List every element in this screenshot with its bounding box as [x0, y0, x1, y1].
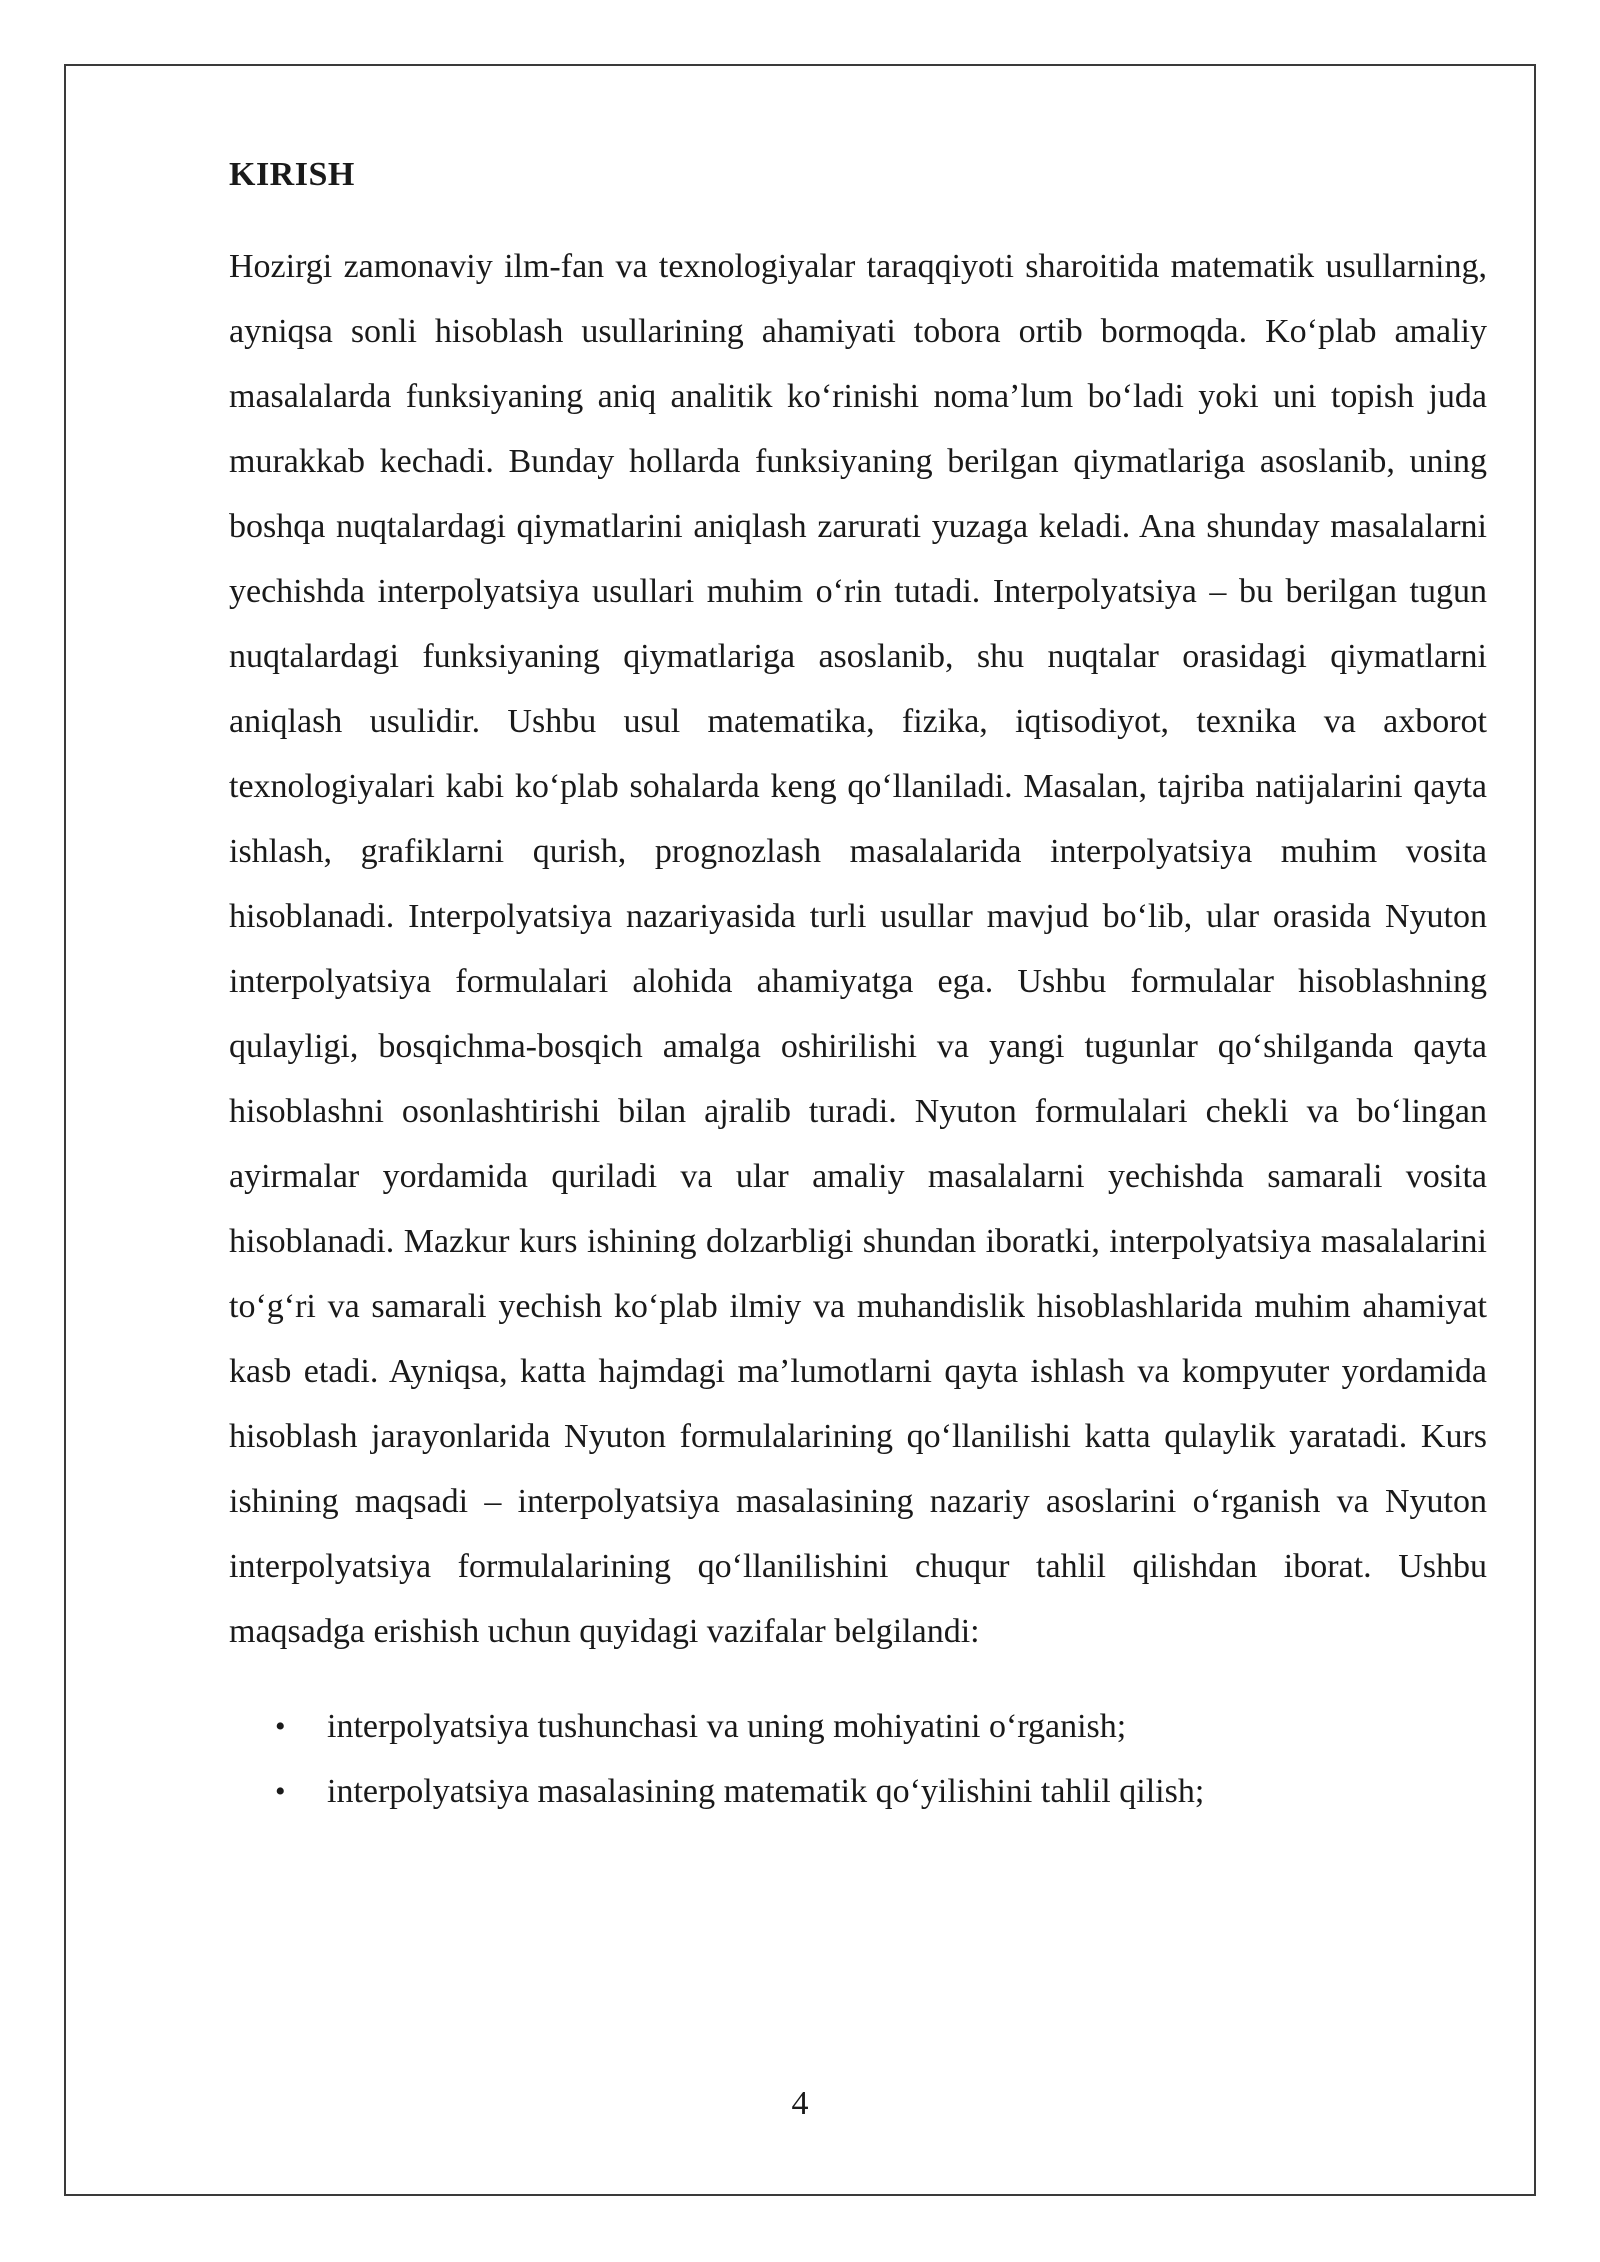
document-body	[229, 150, 1487, 1824]
task-text: interpolyatsiya tushunchasi va uning mohiyatini o‘rganish;	[327, 1708, 1127, 1745]
task-list	[229, 1694, 1487, 1824]
bullet-icon: •	[275, 1775, 286, 1808]
task-text: interpolyatsiya masalasining matematik qo‘yilishini tahlil qilish;	[327, 1773, 1205, 1810]
intro-paragraph: Hozirgi zamonaviy ilm-fan va texnologiyalar taraqqiyoti sharoitida matematik usullarning, ayniqsa sonli hisoblash usullarining ahamiyati tobora ortib bormoqda. Ko‘plab amaliy masalalarda funksiyaning aniq analitik ko‘rinishi noma’lum bo‘ladi yoki uni topish juda murakkab kechadi. Bunday hollarda funksiyaning berilgan qiymatlariga asoslanib, uning boshqa nuqtalardagi qiymatlarini aniqlash zarurati yuzaga keladi. Ana shunday masalalarni yechishda interpolyatsiya usullari muhim o‘rin tutadi. Interpolyatsiya – bu berilgan tugun nuqtalardagi funksiyaning qiymatlariga asoslanib, shu nuqtalar orasidagi qiymatlarni aniqlash usulidir. Ushbu usul matematika, fizika, iqtisodiyot, texnika va axborot texnologiyalari kabi ko‘plab sohalarda keng qo‘llaniladi. Masalan, tajriba natijalarini qayta ishlash, grafiklarni qurish, prognozlash masalalarida interpolyatsiya muhim vosita hisoblanadi. Interpolyatsiya nazariyasida turli usullar mavjud bo‘lib, ular orasida Nyuton interpolyatsiya formulalari alohida ahamiyatga ega. Ushbu formulalar hisoblashning qulayligi, bosqichma-bosqich amalga oshirilishi va yangi tugunlar qo‘shilganda qayta hisoblashni osonlashtirishi bilan ajralib turadi. Nyuton formulalari chekli va bo‘lingan ayirmalar yordamida quriladi va ular amaliy masalalarni yechishda samarali vosita hisoblanadi. Mazkur kurs ishining dolzarbligi shundan iboratki, interpolyatsiya masalalarini to‘g‘ri va samarali yechish ko‘plab ilmiy va muhandislik hisoblashlarida muhim ahamiyat kasb etadi. Ayniqsa, katta hajmdagi ma’lumotlarni qayta ishlash va kompyuter yordamida hisoblash jarayonlarida Nyuton formulalarining qo‘llanilishi katta qulaylik yaratadi. Kurs ishining maqsadi – interpolyatsiya masalasining nazariy asoslarini o‘rganish va Nyuton interpolyatsiya formulalarining qo‘llanilishini chuqur tahlil qilishdan iborat. Ushbu maqsadga erishish uchun quyidagi vazifalar belgilandi:	[229, 248, 1487, 1650]
list-item	[229, 1759, 1487, 1824]
section-heading: KIRISH	[229, 156, 355, 193]
bullet-icon: •	[275, 1710, 286, 1743]
page-number: 4	[791, 2085, 809, 2122]
list-item	[229, 1694, 1487, 1759]
